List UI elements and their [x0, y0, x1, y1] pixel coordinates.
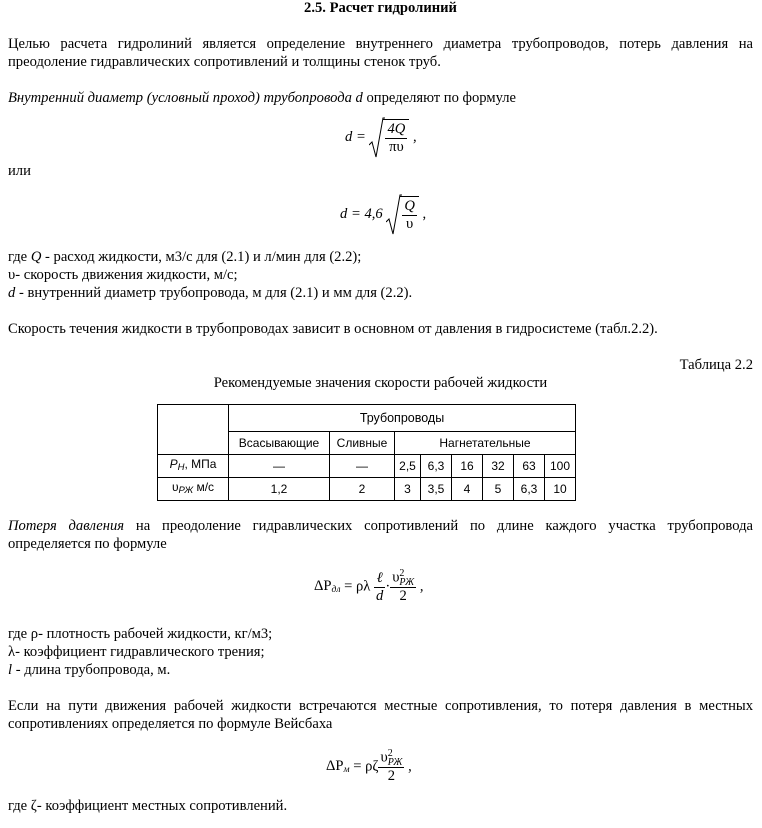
formula4-lhs: $\Delta P_м$ — [326, 758, 350, 776]
formula2-lhs: d = 4,6 — [340, 205, 383, 222]
formula-loss-length: $\Delta P_{дл} = \rho\lambda$ $\frac{\text{ℓ}}{d}$ · υ 2 РЖ 2 , — [314, 568, 424, 604]
formula3-fraction-l-d: $\frac{\text{ℓ}}{d}$ — [376, 569, 384, 604]
formula-2-2 — [8, 180, 753, 248]
cell-pressure: 10 — [545, 478, 576, 501]
table-caption: Рекомендуемые значения скорости рабочей жидкости — [213, 375, 548, 391]
recommended-speed-table — [157, 404, 576, 501]
def-l: l - длина трубопровода, м. — [8, 662, 171, 678]
cell-pressure: 5 — [483, 478, 514, 501]
cell-pressure: 4 — [452, 478, 483, 501]
def-l-symbol: l — [8, 662, 13, 678]
cell-pressure: 32 — [483, 455, 514, 478]
formula1-lhs: d = — [345, 128, 366, 145]
cell-pressure: 3,5 — [421, 478, 452, 501]
row-pressure-label: $P_H$, МПа — [158, 455, 229, 478]
cell-pressure: 3 — [395, 478, 421, 501]
cell-pressure: 63 — [514, 455, 545, 478]
cell-drain: 2 — [330, 478, 395, 501]
diameter-term: Внутренний диаметр (условный проход) трубопровода d — [8, 90, 363, 106]
def-d: d - внутренний диаметр трубопровода, м для (2.1) и мм для (2.2). — [8, 285, 413, 301]
loss-paragraph: Потеря давления на преодоление гидравлических сопротивлений по длине каждого участка трубопровода определяется по формуле — [8, 518, 753, 552]
cell-suction: — — [229, 455, 330, 478]
formula2-numerator: Q — [404, 198, 415, 214]
speed-paragraph: Скорость течения жидкости в трубопроводах зависит в основном от давления в гидросистеме (табл.2.2). — [8, 321, 658, 337]
formula1-fraction — [385, 121, 407, 156]
col-drain: Сливные — [330, 432, 395, 455]
col-pressure: Нагнетательные — [395, 432, 576, 455]
formula1-numerator: 4Q — [387, 121, 406, 137]
def-zeta: где ζ- коэффициент местных сопротивлений. — [8, 798, 288, 814]
cell-pressure: 6,3 — [514, 478, 545, 501]
table-corner-cell — [158, 405, 229, 455]
formula3-lhs: $\Delta P_{дл}$ — [314, 578, 341, 596]
cell-pressure: 16 — [452, 455, 483, 478]
formula1-tail: , — [409, 128, 417, 145]
formula1-denominator: πυ — [389, 139, 404, 155]
formula2-tail: , — [418, 205, 427, 222]
cell-pressure: 6,3 — [421, 455, 452, 478]
table-group-header: Трубопроводы — [229, 405, 576, 432]
cell-suction: 1,2 — [229, 478, 330, 501]
cell-drain: — — [330, 455, 395, 478]
def-q-symbol: Q — [30, 249, 42, 265]
or-word: или — [8, 163, 31, 179]
table-row — [158, 478, 576, 501]
def-d-symbol: d — [8, 285, 16, 301]
diameter-paragraph — [8, 89, 753, 107]
formula2-fraction — [402, 198, 417, 233]
diameter-rest: определяют по формуле — [362, 90, 517, 106]
loss-term: Потеря давления — [8, 518, 125, 534]
def-q: где Q - расход жидкости, м3/с для (2.1) и л/мин для (2.2); — [8, 249, 362, 265]
document-page — [8, 0, 753, 815]
table-row — [158, 455, 576, 478]
formula1-sqrt — [369, 119, 409, 156]
col-suction: Всасывающие — [229, 432, 330, 455]
cell-pressure: 2,5 — [395, 455, 421, 478]
intro-paragraph: Целью расчета гидролиний является определение внутреннего диаметра трубопроводов, потерь давления на преодоление гидравлических сопротивлений и толщины стенок труб. — [8, 36, 753, 70]
def-v: υ- скорость движения жидкости, м/с; — [8, 267, 238, 283]
sqrt-symbol-icon — [386, 194, 402, 238]
def-lambda: λ- коэффициент гидравлического трения; — [8, 644, 265, 660]
local-resistance-paragraph: Если на пути движения рабочей жидкости встречаются местные сопротивления, то потеря давления в местных сопротивлениях определяется по формуле Вейсбаха — [8, 698, 753, 732]
section-title: 2.5. Расчет гидролиний — [304, 0, 457, 16]
formula3-fraction-v: υ 2 РЖ 2 — [392, 568, 415, 604]
sqrt-symbol-icon — [369, 117, 385, 161]
row-speed-label: $\upsilon_{РЖ}$ м/с — [158, 478, 229, 501]
cell-pressure: 100 — [545, 455, 576, 478]
formula-weisbach: $\Delta P_м = \rho\zeta$ υ 2 РЖ 2 , — [326, 748, 412, 784]
def-rho: где ρ- плотность рабочей жидкости, кг/м3; — [8, 626, 273, 642]
formula-2-1 — [8, 107, 753, 163]
formula2-sqrt — [386, 196, 419, 233]
table-number: Таблица 2.2 — [679, 357, 753, 373]
formula4-fraction: υ 2 РЖ 2 — [380, 748, 403, 784]
formula2-denominator: υ — [406, 216, 414, 232]
